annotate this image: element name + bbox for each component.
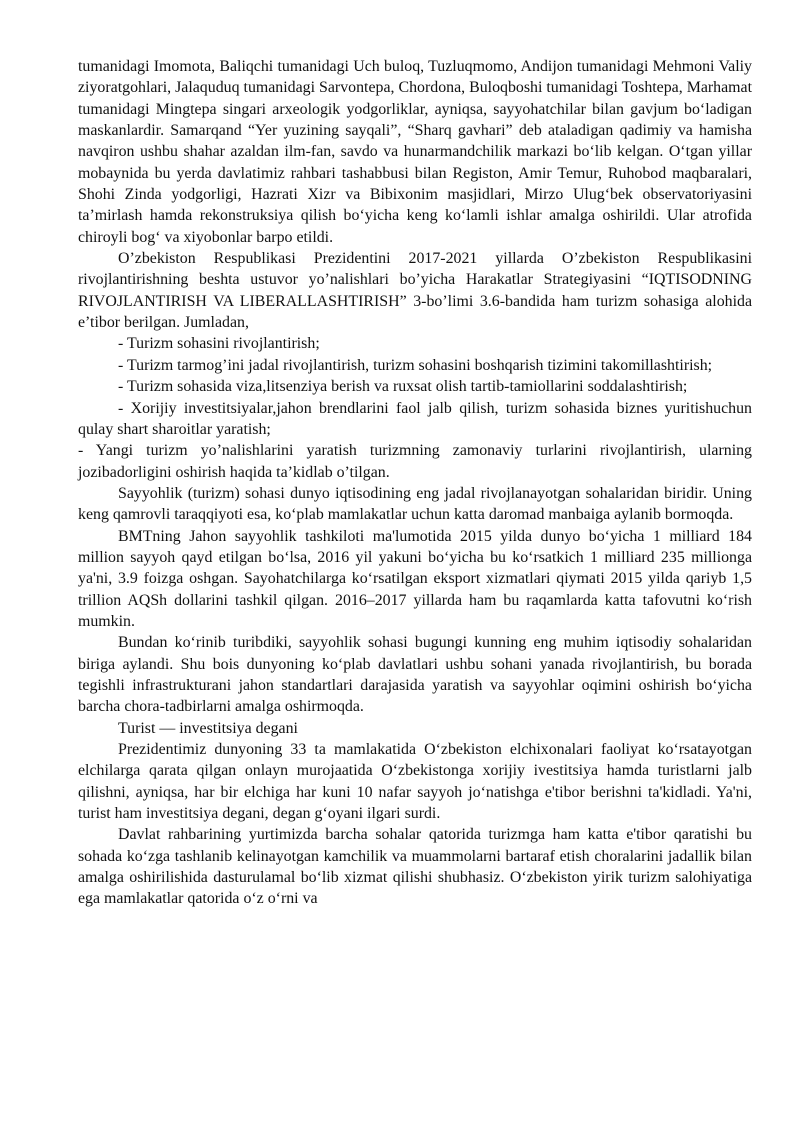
list-item-5: - Yangi turizm yo’nalishlarini yaratish turizmning zamonaviy turlarini rivojlantirish, ularning jozibadorligini oshirish haqida ta’kidlab o’tilgan.: [78, 442, 752, 481]
paragraph-6: Prezidentimiz dunyoning 33 ta mamlakatida O‘zbekiston elchixonalari faoliyat ko‘rsatayotgan elchilarga qarata qilgan onlayn murojaatida O‘zbekistonga xorijiy ivestitsiya hamda turistlarni jalb qilishni, ayniqsa, har bir elchiga har kuni 10 nafar sayyoh jo‘natishga e'tibor berishni ta'kidladi. Ya'ni, turist ham investitsiya degani, degan g‘oyani ilgari surdi.: [78, 741, 752, 823]
paragraph-1: tumanidagi Imomota, Baliqchi tumanidagi Uch buloq, Tuzluqmomo, Andijon tumanidagi Mehmoni Valiy ziyoratgohlari, Jalaquduq tumanidagi Sarvontepa, Chordona, Buloqboshi tumanidagi Toshtepa, Marhamat tumanidagi Mingtepa singari arxeologik yodgorliklar, ayniqsa, sayyohatchilar bilan gavjum bo‘ladigan maskanlardir. Samarqand “Yer yuzining sayqali”, “Sharq gavhari” deb ataladigan qadimiy va hamisha navqiron ushbu shahar azaldan ilm-fan, savdo va hunarmandchilik markazi bo‘lib kelgan. O‘tgan yillar mobaynida bu yerda davlatimiz rahbari tashabbusi bilan Registon, Amir Temur, Ruhobod maqbaralari, Shohi Zinda yodgorligi, Hazrati Xizr va Bibixonim masjidlari, Mirzo Ulug‘bek observatoriyasini ta’mirlash hamda rekonstruksiya qilish bo‘yicha keng ko‘lamli ishlar amalga oshirildi. Ular atrofida chiroyli bog‘ va xiyobonlar barpo etildi.: [78, 58, 752, 246]
list-item-2: - Turizm tarmog’ini jadal rivojlantirish, turizm sohasini boshqarish tizimini takomillashtirish;: [118, 356, 713, 374]
paragraph-7: Davlat rahbarining yurtimizda barcha sohalar qatorida turizmga ham katta e'tibor qaratishi bu sohada ko‘zga tashlanib kelinayotgan kamchilik va muammolarni bartaraf etish choralarini jadallik bilan amalga oshirilishida dasturulamal bo‘lib xizmat qilishi shubhasiz. O‘zbekiston yirik turizm salohiyatiga ega mamlakatlar qatorida o‘z o‘rni va: [78, 826, 752, 908]
list-item-4: - Xorijiy investitsiyalar,jahon brendlarini faol jalb qilish, turizm sohasida biznes yuritishuchun qulay shart sharoitlar yaratish;: [78, 399, 752, 438]
section-heading: Turist — investitsiya degani: [118, 719, 298, 737]
list-item-1: - Turizm sohasini rivojlantirish;: [118, 335, 320, 353]
paragraph-3: Sayyohlik (turizm) sohasi dunyo iqtisodining eng jadal rivojlanayotgan sohalaridan biridir. Uning keng qamrovli taraqqiyoti esa, ko‘plab mamlakatlar uchun katta daromad manbaiga aylanib bormoqda.: [78, 484, 752, 524]
paragraph-5: Bundan ko‘rinib turibdiki, sayyohlik sohasi bugungi kunning eng muhim iqtisodiy sohalaridan biriga aylandi. Shu bois dunyoning ko‘plab davlatlari ushbu sohani yanada rivojlantirish, bu borada tegishli infrastrukturani jahon standartlari darajasida yaratish va sayyohlar oqimini oshirish bo‘yicha barcha chora-tadbirlarni amalga oshirmoqda.: [78, 634, 752, 716]
list-item-3: - Turizm sohasida viza,litsenziya berish va ruxsat olish tartib-tamiollarini soddalashtirish;: [118, 378, 688, 396]
paragraph-2: O’zbekiston Respublikasi Prezidentini 2017-2021 yillarda O’zbekiston Respublikasini rivojlantirishning beshta ustuvor yo’nalishlari bo’yicha Harakatlar Strategiyasini “IQTISODNING RIVOJLANTIRISH VA LIBERALLASHTIRISH” 3-bo’limi 3.6-bandida ham turizm sohasiga alohida e’tibor berilgan. Jumladan,: [78, 250, 752, 332]
paragraph-4: BMTning Jahon sayyohlik tashkiloti ma'lumotida 2015 yilda dunyo bo‘yicha 1 milliard 184 million sayyoh qayd etilgan bo‘lsa, 2016 yil yakuni bo‘yicha bu ko‘rsatkich 1 milliard 235 millionga ya'ni, 3.9 foizga oshgan. Sayohatchilarga ko‘rsatilgan eksport xizmatlari qiymati 2015 yilda qariyb 1,5 trillion AQSh dollarini tashkil qilgan. 2016–2017 yillarda ham bu raqamlarda katta tafovutni ko‘rish mumkin.: [78, 527, 752, 630]
